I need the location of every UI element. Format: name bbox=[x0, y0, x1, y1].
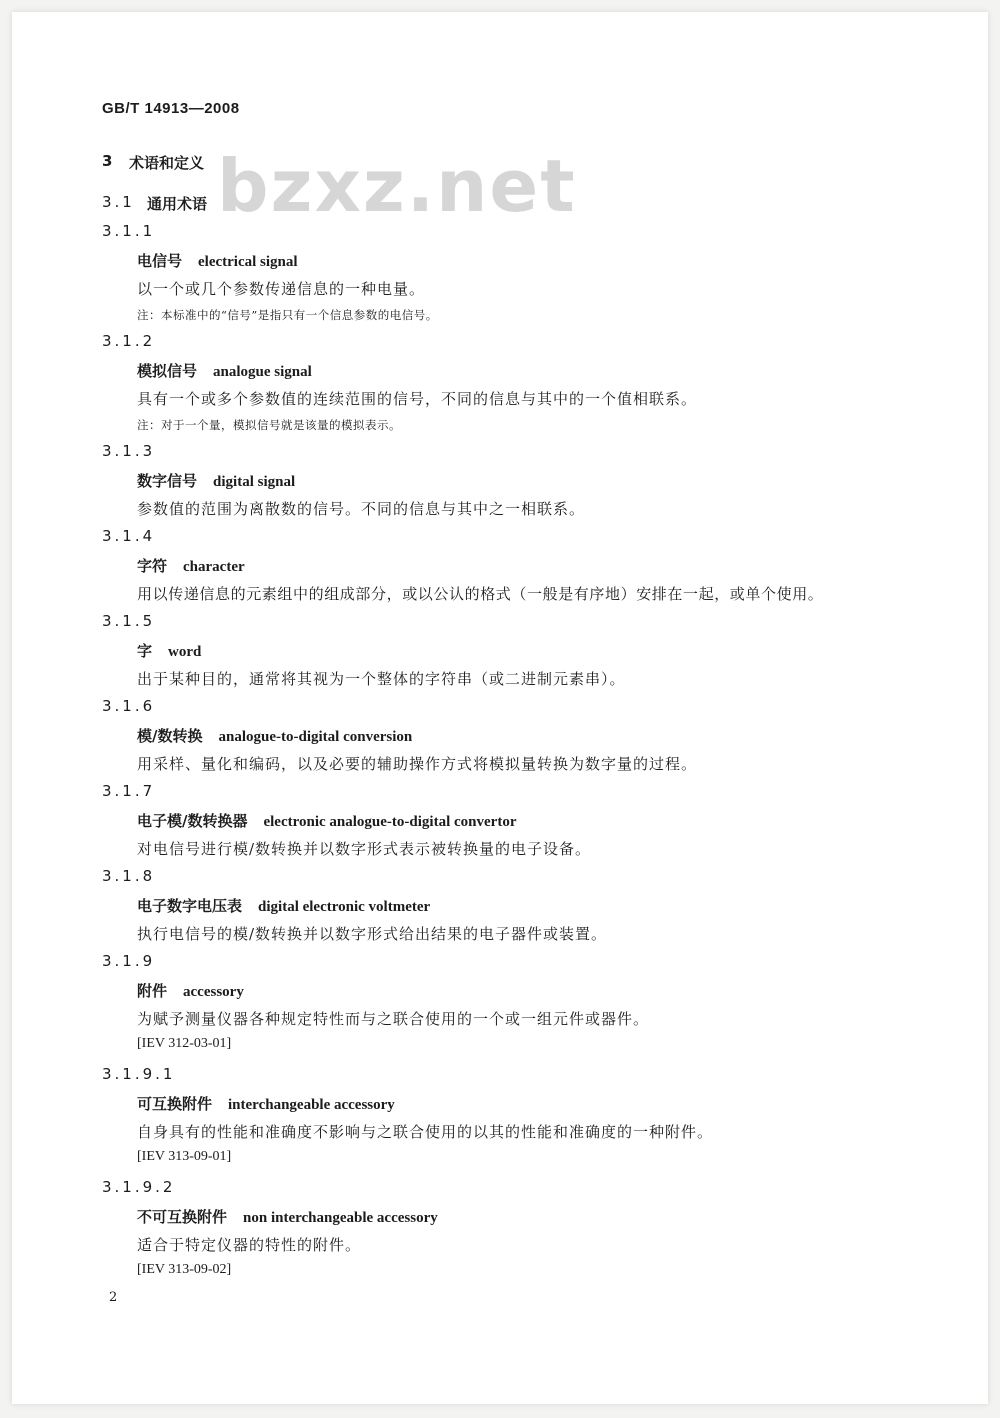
entry-term bbox=[137, 1206, 438, 1227]
entry-definition: 用采样、量化和编码，以及必要的辅助操作方式将模拟量转换为数字量的过程。 bbox=[137, 755, 698, 773]
entry-definition: 执行电信号的模/数转换并以数字形式给出结果的电子器件或装置。 bbox=[137, 925, 608, 943]
section-number: 3 bbox=[102, 152, 116, 170]
entry-number: 3.1.2 bbox=[102, 332, 156, 350]
entry-term bbox=[137, 250, 298, 271]
entry-reference: [IEV 313-09-01] bbox=[137, 1149, 232, 1164]
entry-term bbox=[137, 470, 295, 491]
term-zh: 字符 bbox=[137, 557, 168, 575]
subsection-number: 3.1 bbox=[102, 193, 135, 211]
entry-note: 注：对于一个量，模拟信号就是该量的模拟表示。 bbox=[137, 418, 401, 432]
entry-definition: 以一个或几个参数传递信息的一种电量。 bbox=[137, 280, 426, 298]
entry-reference: [IEV 312-03-01] bbox=[137, 1036, 232, 1051]
entry-number: 3.1.3 bbox=[102, 442, 156, 460]
section-title: 术语和定义 bbox=[129, 154, 205, 172]
entry-definition: 对电信号进行模/数转换并以数字形式表示被转换量的电子设备。 bbox=[137, 840, 592, 858]
entry-definition: 具有一个或多个参数值的连续范围的信号，不同的信息与其中的一个值相联系。 bbox=[137, 390, 698, 408]
term-en: accessory bbox=[183, 984, 244, 1000]
document-page bbox=[12, 12, 988, 1404]
entry-definition: 为赋予测量仪器各种规定特性而与之联合使用的一个或一组元件或器件。 bbox=[137, 1010, 650, 1028]
subsection-title: 通用术语 bbox=[147, 195, 208, 213]
term-en: analogue signal bbox=[213, 364, 312, 380]
entry-definition: 参数值的范围为离散数的信号。不同的信息与其中之一相联系。 bbox=[137, 500, 586, 518]
entry-number: 3.1.4 bbox=[102, 527, 156, 545]
term-en: interchangeable accessory bbox=[228, 1097, 395, 1113]
term-en: character bbox=[183, 559, 245, 575]
entry-number: 3.1.9.2 bbox=[102, 1178, 176, 1196]
entry-reference: [IEV 313-09-02] bbox=[137, 1262, 232, 1277]
term-zh: 字 bbox=[137, 642, 153, 660]
term-en: analogue-to-digital conversion bbox=[218, 729, 413, 745]
entry-definition: 自身具有的性能和准确度不影响与之联合使用的以其的性能和准确度的一种附件。 bbox=[137, 1123, 714, 1141]
term-en: digital electronic voltmeter bbox=[258, 899, 431, 915]
entry-number: 3.1.9.1 bbox=[102, 1065, 176, 1083]
entry-number: 3.1.6 bbox=[102, 697, 156, 715]
term-zh: 电信号 bbox=[137, 252, 183, 270]
entry-term bbox=[137, 810, 516, 831]
standard-code: GB/T 14913—2008 bbox=[102, 100, 240, 117]
entry-term bbox=[137, 980, 244, 1001]
term-zh: 不可互换附件 bbox=[137, 1208, 228, 1226]
entry-definition: 出于某种目的，通常将其视为一个整体的字符串（或二进制元素串）。 bbox=[137, 670, 626, 688]
entry-term bbox=[137, 725, 412, 746]
watermark: bzxz.net bbox=[217, 144, 577, 228]
entry-number: 3.1.1 bbox=[102, 222, 156, 240]
entry-note: 注：本标准中的“信号”是指只有一个信息参数的电信号。 bbox=[137, 308, 438, 322]
entry-term bbox=[137, 895, 430, 916]
term-zh: 可互换附件 bbox=[137, 1095, 213, 1113]
entry-number: 3.1.7 bbox=[102, 782, 156, 800]
term-zh: 电子数字电压表 bbox=[137, 897, 243, 915]
entry-term bbox=[137, 1093, 395, 1114]
entry-number: 3.1.5 bbox=[102, 612, 156, 630]
entry-term bbox=[137, 360, 312, 381]
entry-definition: 用以传递信息的元素组中的组成部分，或以公认的格式（一般是有序地）安排在一起，或单个使用。 bbox=[137, 585, 824, 603]
term-en: digital signal bbox=[213, 474, 296, 490]
term-en: word bbox=[168, 644, 202, 660]
term-zh: 电子模/数转换器 bbox=[137, 812, 248, 830]
term-zh: 模拟信号 bbox=[137, 362, 198, 380]
page-number: 2 bbox=[109, 1290, 118, 1305]
term-zh: 附件 bbox=[137, 982, 168, 1000]
entry-term bbox=[137, 555, 245, 576]
term-zh: 数字信号 bbox=[137, 472, 198, 490]
entry-term bbox=[137, 640, 201, 661]
entry-definition: 适合于特定仪器的特性的附件。 bbox=[137, 1236, 362, 1254]
term-en: non interchangeable accessory bbox=[243, 1210, 438, 1226]
term-zh: 模/数转换 bbox=[137, 727, 203, 745]
entry-number: 3.1.9 bbox=[102, 952, 156, 970]
entry-number: 3.1.8 bbox=[102, 867, 156, 885]
term-en: electronic analogue-to-digital convertor bbox=[263, 814, 517, 830]
term-en: electrical signal bbox=[198, 254, 298, 270]
